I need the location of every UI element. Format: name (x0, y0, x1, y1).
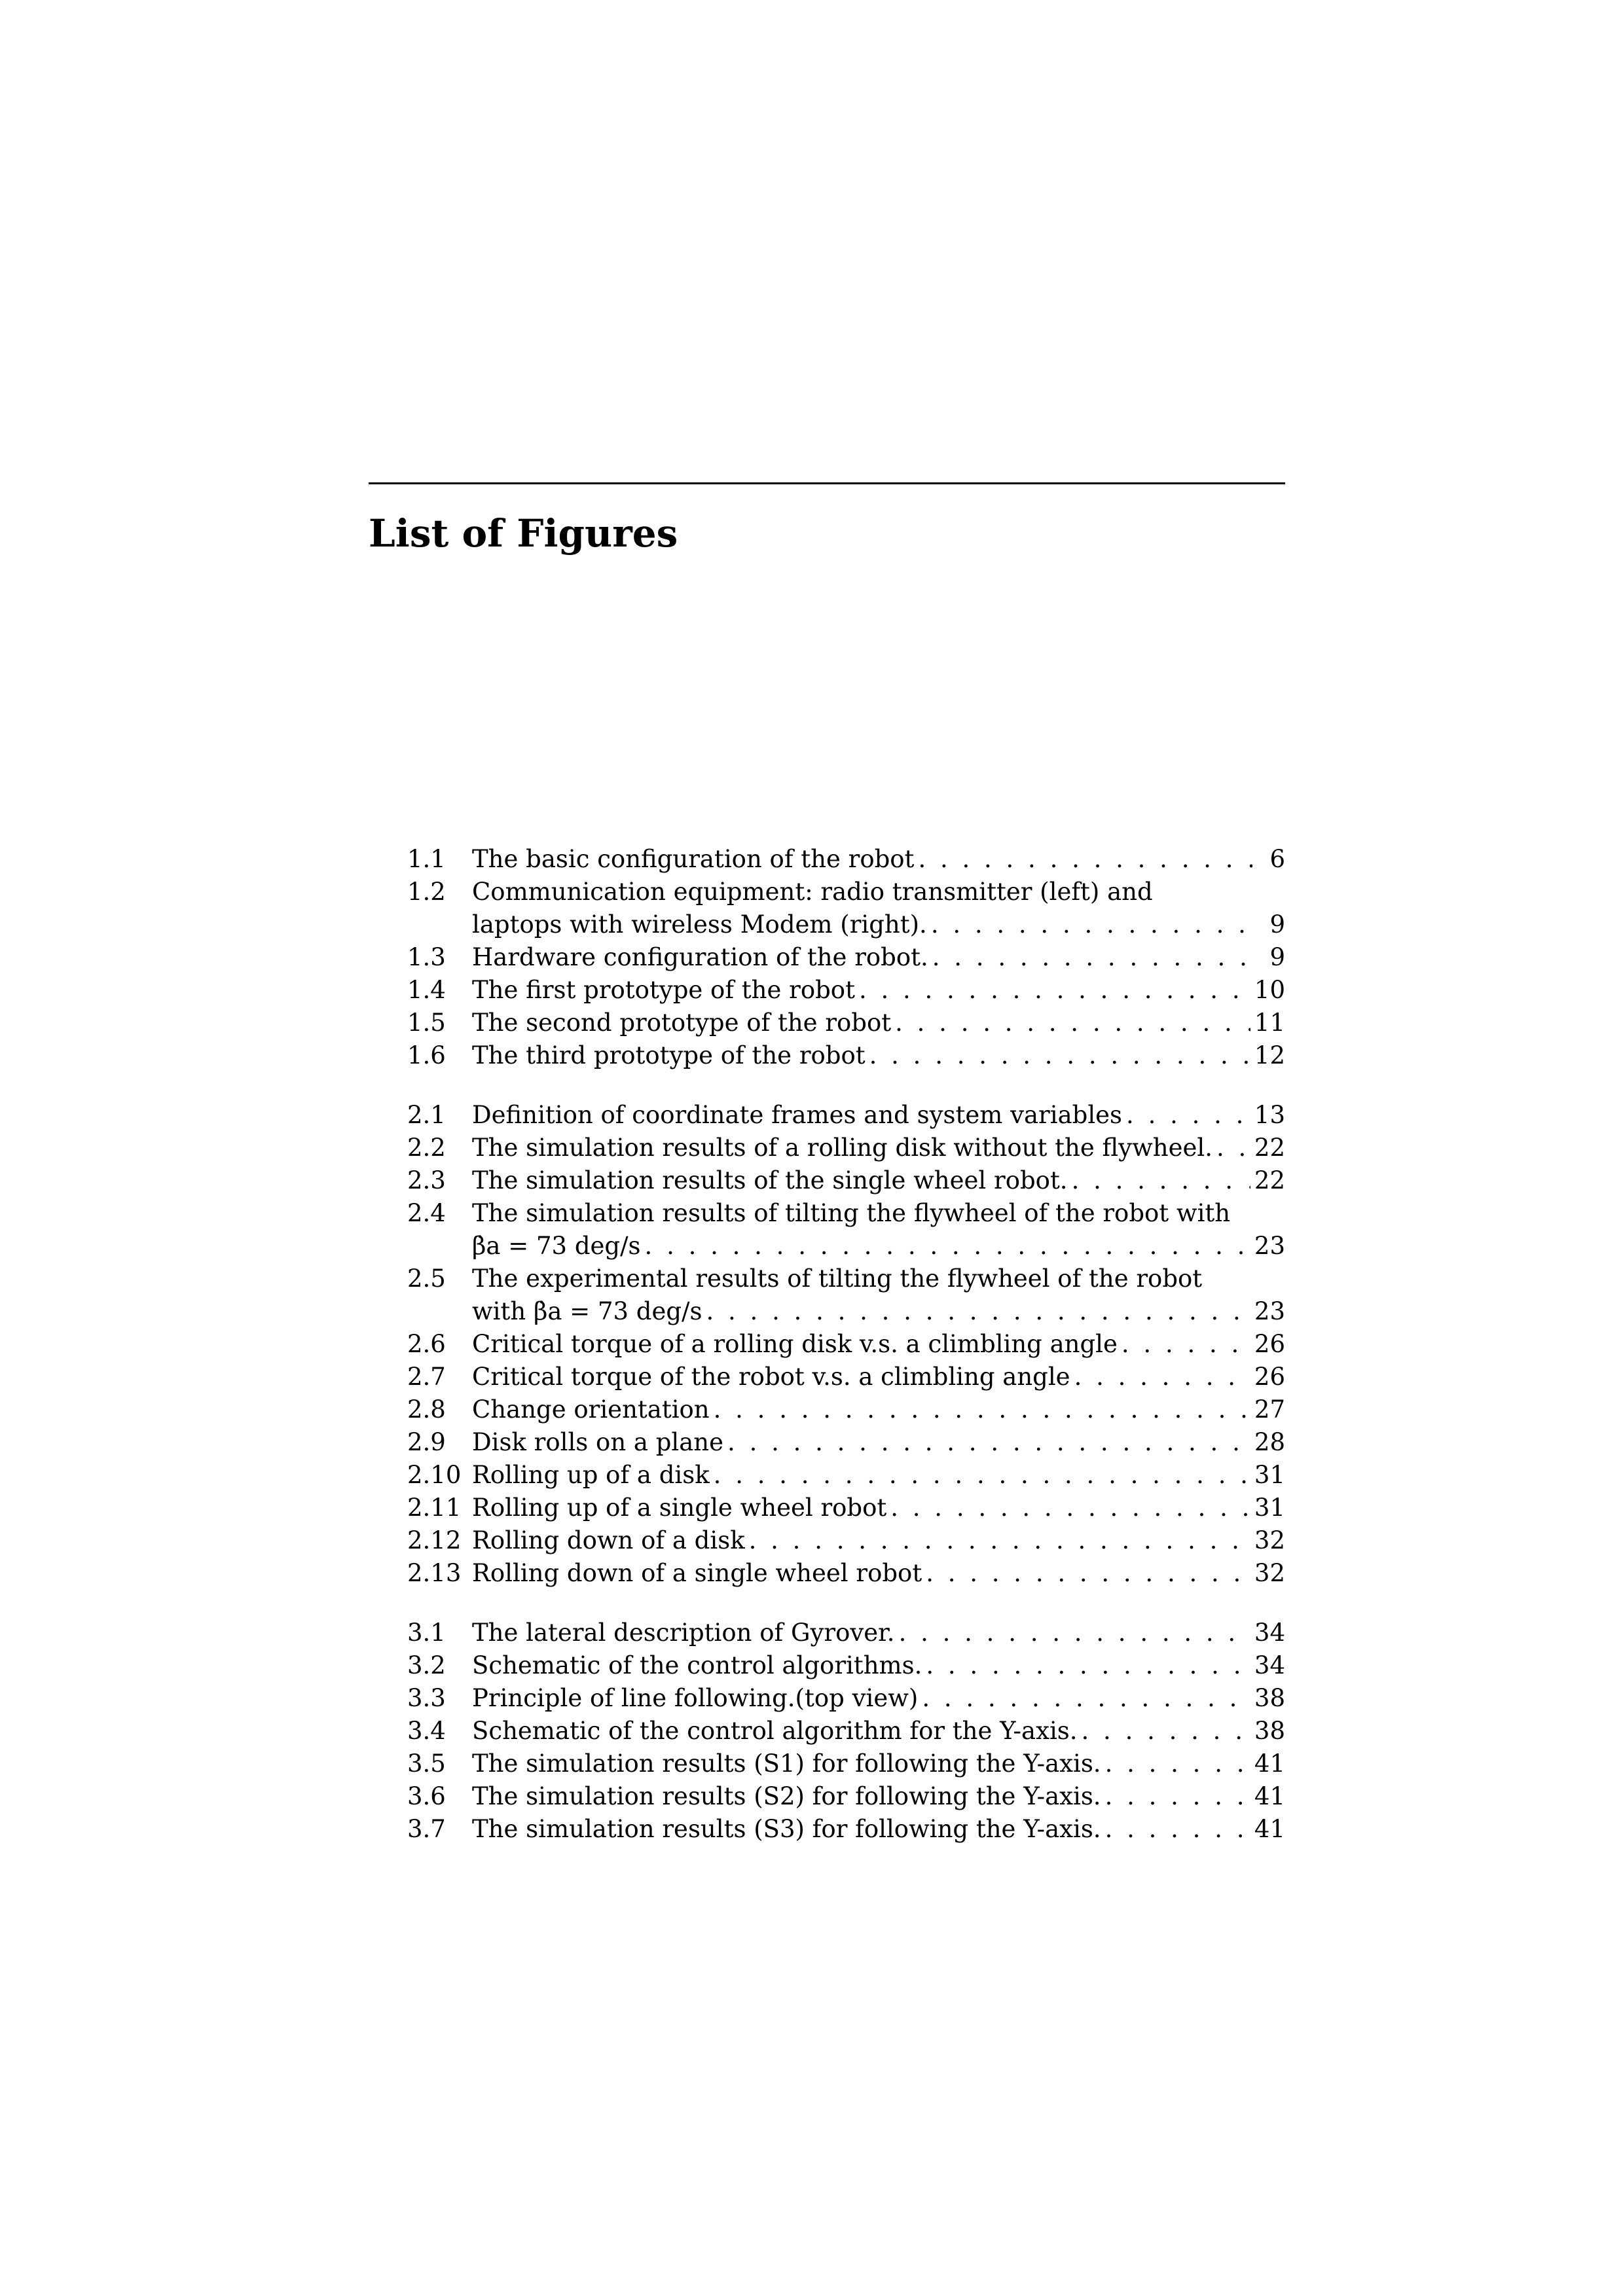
dot-leader (932, 941, 1252, 974)
figure-number: 1.2 (407, 878, 446, 906)
figure-group (407, 1617, 1285, 1846)
figure-caption: The second prototype of the robot (472, 1009, 892, 1037)
figure-page-number: 22 (1254, 1134, 1285, 1162)
figure-entry[interactable] (407, 1682, 1285, 1715)
figure-page-number: 38 (1254, 1717, 1285, 1745)
figure-entry[interactable] (407, 941, 1285, 974)
figure-number: 2.5 (407, 1265, 446, 1293)
figure-entry[interactable] (407, 1361, 1285, 1393)
header-rule (369, 482, 1285, 484)
figure-caption: Rolling down of a disk (472, 1526, 745, 1554)
dot-leader (1122, 1328, 1250, 1361)
dot-leader (859, 974, 1250, 1007)
figure-number: 1.1 (407, 845, 446, 873)
dot-leader (749, 1524, 1250, 1557)
figure-page-number: 31 (1254, 1494, 1285, 1522)
dot-leader (1126, 1099, 1250, 1132)
figure-page-number: 9 (1269, 910, 1285, 939)
figure-number: 2.10 (407, 1461, 462, 1489)
figure-entry[interactable] (407, 1039, 1285, 1072)
figure-entry[interactable] (407, 876, 1285, 941)
figure-page-number: 27 (1254, 1395, 1285, 1424)
dot-leader (869, 1039, 1250, 1072)
dot-leader (895, 1007, 1250, 1039)
figure-page-number: 38 (1254, 1684, 1285, 1712)
page-title: List of Figures (369, 511, 678, 556)
figure-number: 2.9 (407, 1428, 446, 1456)
figure-entry[interactable] (407, 1426, 1285, 1459)
figure-caption: with β̇a = 73 deg/s (472, 1297, 702, 1325)
figure-entry[interactable] (407, 1393, 1285, 1426)
figure-caption: The third prototype of the robot (472, 1041, 866, 1069)
figure-number: 2.1 (407, 1101, 446, 1129)
list-of-figures (407, 843, 1285, 1873)
figure-number: 2.12 (407, 1526, 462, 1554)
figure-number: 1.3 (407, 943, 446, 971)
figure-page-number: 41 (1254, 1815, 1285, 1843)
figure-caption: Rolling up of a single wheel robot (472, 1494, 887, 1522)
figure-entry[interactable] (407, 1492, 1285, 1524)
figure-number: 2.4 (407, 1199, 446, 1227)
figure-page-number: 10 (1254, 976, 1285, 1004)
figure-entry[interactable] (407, 1557, 1285, 1590)
figure-number: 3.7 (407, 1815, 446, 1843)
figure-entry[interactable] (407, 1780, 1285, 1813)
figure-entry[interactable] (407, 1649, 1285, 1682)
figure-caption: Critical torque of the robot v.s. a climbling angle (472, 1363, 1070, 1391)
dot-leader (926, 1649, 1250, 1682)
dot-leader (1082, 1715, 1250, 1748)
figure-page-number: 11 (1254, 1009, 1285, 1037)
figure-caption: Schematic of the control algorithm for the Y-axis. (472, 1717, 1078, 1745)
figure-caption: laptops with wireless Modem (right). (472, 910, 927, 939)
figure-page-number: 32 (1254, 1559, 1285, 1587)
figure-number: 2.3 (407, 1166, 446, 1194)
figure-caption: The simulation results (S1) for following the Y-axis. (472, 1749, 1101, 1778)
figure-caption: β̇a = 73 deg/s (472, 1232, 641, 1260)
figure-caption: Rolling up of a disk (472, 1461, 710, 1489)
figure-caption: The simulation results of the single wheel robot. (472, 1166, 1068, 1194)
figure-page-number: 9 (1269, 943, 1285, 971)
dot-leader (706, 1295, 1250, 1328)
figure-page-number: 31 (1254, 1461, 1285, 1489)
figure-entry[interactable] (407, 1164, 1285, 1197)
figure-caption: The simulation results (S2) for following the Y-axis. (472, 1782, 1101, 1810)
figure-number: 2.13 (407, 1559, 462, 1587)
figure-entry[interactable] (407, 1524, 1285, 1557)
figure-number: 3.2 (407, 1651, 446, 1679)
figure-number: 1.5 (407, 1009, 446, 1037)
figure-number: 2.6 (407, 1330, 446, 1358)
dot-leader (890, 1492, 1250, 1524)
figure-number: 1.6 (407, 1041, 446, 1069)
figure-entry[interactable] (407, 1715, 1285, 1748)
dot-leader (645, 1230, 1250, 1263)
dot-leader (714, 1393, 1250, 1426)
figure-caption: Critical torque of a rolling disk v.s. a climbling angle (472, 1330, 1118, 1358)
figure-number: 2.11 (407, 1494, 462, 1522)
figure-entry[interactable] (407, 843, 1285, 876)
figure-caption: Hardware configuration of the robot. (472, 943, 928, 971)
figure-group (407, 843, 1285, 1072)
figure-number: 1.4 (407, 976, 446, 1004)
figure-page-number: 26 (1254, 1330, 1285, 1358)
dot-leader (1105, 1748, 1250, 1780)
figure-entry[interactable] (407, 1007, 1285, 1039)
figure-caption: The first prototype of the robot (472, 976, 855, 1004)
figure-caption: Communication equipment: radio transmitter (left) and (472, 878, 1153, 906)
figure-group (407, 1099, 1285, 1590)
dot-leader (1105, 1780, 1250, 1813)
figure-page-number: 22 (1254, 1166, 1285, 1194)
dot-leader (926, 1557, 1250, 1590)
dot-leader (714, 1459, 1250, 1492)
figure-number: 3.1 (407, 1619, 446, 1647)
figure-number: 3.5 (407, 1749, 446, 1778)
dot-leader (899, 1617, 1250, 1649)
figure-caption: The basic configuration of the robot (472, 845, 915, 873)
figure-number: 2.7 (407, 1363, 446, 1391)
figure-entry[interactable] (407, 1813, 1285, 1846)
dot-leader (918, 843, 1252, 876)
dot-leader (1216, 1132, 1250, 1164)
figure-caption: The simulation results of a rolling disk without the flywheel. (472, 1134, 1213, 1162)
figure-entry[interactable] (407, 1459, 1285, 1492)
figure-page-number: 34 (1254, 1651, 1285, 1679)
figure-caption: The lateral description of Gyrover. (472, 1619, 895, 1647)
figure-entry[interactable] (407, 1132, 1285, 1164)
dot-leader (922, 1682, 1250, 1715)
figure-number: 3.6 (407, 1782, 446, 1810)
figure-caption: Disk rolls on a plane (472, 1428, 724, 1456)
figure-number: 2.8 (407, 1395, 446, 1424)
figure-page-number: 6 (1269, 845, 1285, 873)
figure-entry[interactable] (407, 1197, 1285, 1263)
figure-page-number: 41 (1254, 1749, 1285, 1778)
figure-entry[interactable] (407, 1748, 1285, 1780)
figure-entry[interactable] (407, 974, 1285, 1007)
figure-caption: Definition of coordinate frames and system variables (472, 1101, 1123, 1129)
figure-entry[interactable] (407, 1099, 1285, 1132)
figure-caption: The simulation results of tilting the flywheel of the robot with (472, 1199, 1231, 1227)
dot-leader (727, 1426, 1250, 1459)
figure-caption: The simulation results (S3) for following the Y-axis. (472, 1815, 1101, 1843)
figure-page-number: 34 (1254, 1619, 1285, 1647)
figure-entry[interactable] (407, 1263, 1285, 1328)
figure-page-number: 23 (1254, 1297, 1285, 1325)
figure-number: 2.2 (407, 1134, 446, 1162)
figure-entry[interactable] (407, 1328, 1285, 1361)
dot-leader (1105, 1813, 1250, 1846)
figure-caption: Change orientation (472, 1395, 710, 1424)
dot-leader (1072, 1164, 1250, 1197)
figure-page-number: 28 (1254, 1428, 1285, 1456)
figure-number: 3.4 (407, 1717, 446, 1745)
figure-page-number: 32 (1254, 1526, 1285, 1554)
figure-caption: Rolling down of a single wheel robot (472, 1559, 922, 1587)
figure-caption: Schematic of the control algorithms. (472, 1651, 922, 1679)
dot-leader (1074, 1361, 1250, 1393)
figure-page-number: 12 (1254, 1041, 1285, 1069)
figure-page-number: 13 (1254, 1101, 1285, 1129)
figure-caption: Principle of line following.(top view) (472, 1684, 919, 1712)
figure-page-number: 26 (1254, 1363, 1285, 1391)
figure-caption: The experimental results of tilting the flywheel of the robot (472, 1265, 1203, 1293)
figure-number: 3.3 (407, 1684, 446, 1712)
figure-page-number: 23 (1254, 1232, 1285, 1260)
dot-leader (931, 908, 1252, 941)
figure-page-number: 41 (1254, 1782, 1285, 1810)
figure-entry[interactable] (407, 1617, 1285, 1649)
